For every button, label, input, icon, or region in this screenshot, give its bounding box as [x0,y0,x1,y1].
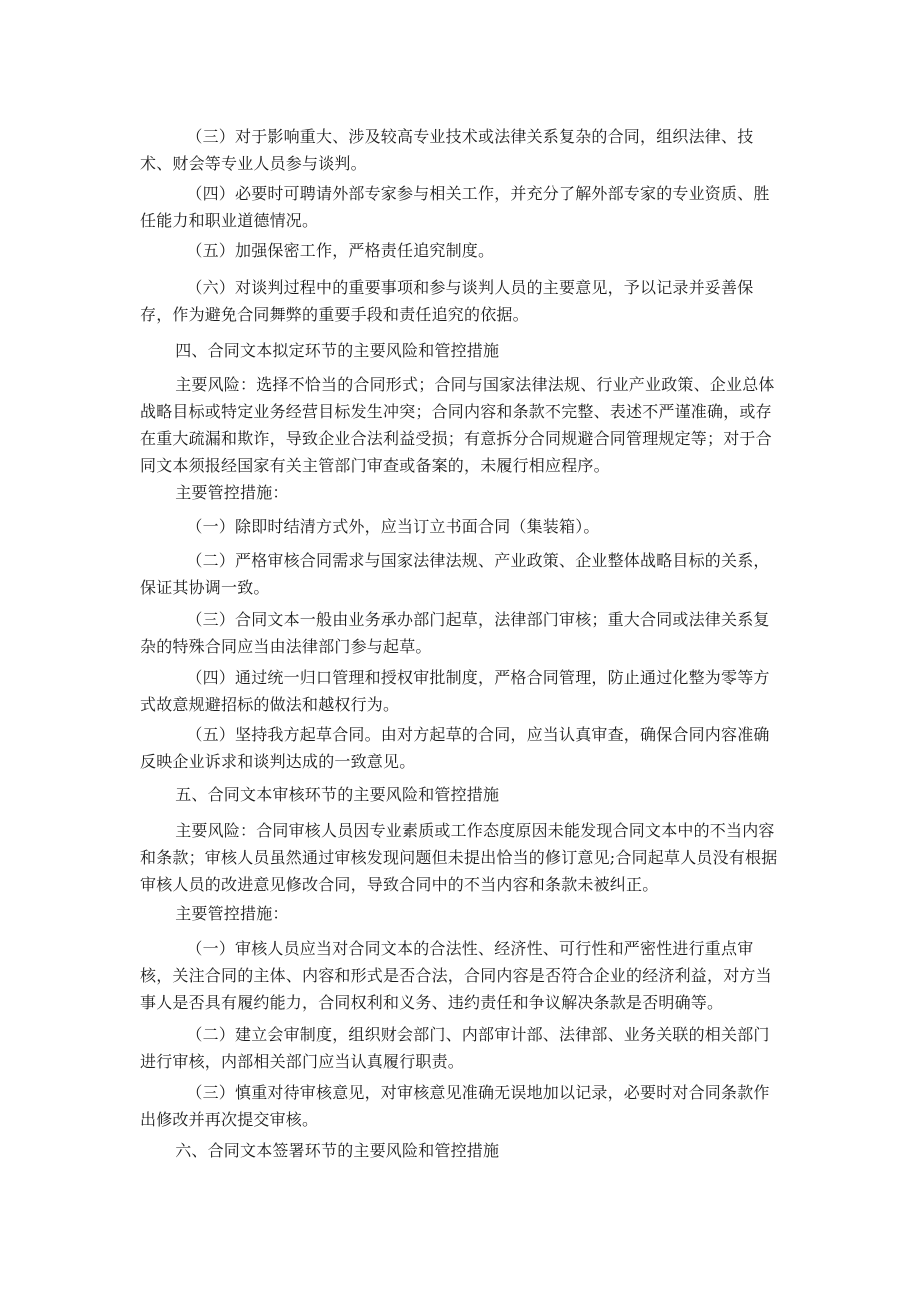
measure-item-4-3: （三）合同文本一般由业务承办部门起草，法律部门审核；重大合同或法律关系复杂的特殊合同应当由法律部门参与起草。 [140,610,770,656]
measure-item-4-2: （二）严格审核合同需求与国家法律法规、产业政策、企业整体战略目标的关系，保证其协调一致。 [140,551,770,597]
control-measures-label-4: 主要管控措施： [175,483,289,502]
section-heading-5: 五、合同文本审核环节的主要风险和管控措施 [175,785,500,804]
section-heading-6: 六、合同文本签署环节的主要风险和管控措施 [175,1141,500,1160]
control-measures-label-5: 主要管控措施： [175,904,289,923]
paragraph-item-4: （四）必要时可聘请外部专家参与相关工作，并充分了解外部专家的专业资质、胜任能力和职业道德情况。 [140,184,770,230]
risk-paragraph-4: 主要风险：选择不恰当的合同形式；合同与国家法律法规、行业产业政策、企业总体战略目标或特定业务经营目标发生冲突；合同内容和条款不完整、表述不严谨准确，或存在重大疏漏和欺诈，导致企业合法利益受损；有意拆分合同规避合同管理规定等；对于合同文本须报经国家有关主管部门审查或备案的，未履行相应程序。 [140,375,775,475]
paragraph-item-3: （三）对于影响重大、涉及较高专业技术或法律关系复杂的合同，组织法律、技术、财会等专业人员参与谈判。 [140,127,754,173]
measure-item-5-3: （三）慎重对待审核意见，对审核意见准确无误地加以记录，必要时对合同条款作出修改并再次提交审核。 [140,1083,770,1129]
paragraph-item-6: （六）对谈判过程中的重要事项和参与谈判人员的主要意见，予以记录并妥善保存，作为避免合同舞弊的重要手段和责任追究的依据。 [140,278,754,324]
measure-item-4-5: （五）坚持我方起草合同。由对方起草的合同，应当认真审查，确保合同内容准确反映企业诉求和谈判达成的一致意见。 [140,725,770,771]
measure-item-4-4: （四）通过统一归口管理和授权审批制度，严格合同管理，防止通过化整为零等方式故意规避招标的做法和越权行为。 [140,668,770,714]
paragraph-item-5: （五）加强保密工作，严格责任追究制度。 [186,241,495,260]
section-heading-4: 四、合同文本拟定环节的主要风险和管控措施 [175,341,500,360]
measure-item-5-2: （二）建立会审制度，组织财会部门、内部审计部、法律部、业务关联的相关部门进行审核，内部相关部门应当认真履行职责。 [140,1025,770,1071]
measure-item-4-1: （一）除即时结清方式外，应当订立书面合同（集装箱）。 [186,517,600,536]
measure-item-5-1: （一）审核人员应当对合同文本的合法性、经济性、可行性和严密性进行重点审核，关注合同的主体、内容和形式是否合法，合同内容是否符合企业的经济利益，对方当事人是否具有履约能力，合同权利和义务、违约责任和争议解决条款是否明确等。 [140,939,772,1012]
risk-paragraph-5: 主要风险：合同审核人员因专业素质或工作态度原因未能发现合同文本中的不当内容和条款；审核人员虽然通过审核发现问题但未提出恰当的修订意见;合同起草人员没有根据审核人员的改进意见修改合同，导致合同中的不当内容和条款未被纠正。 [140,821,778,894]
